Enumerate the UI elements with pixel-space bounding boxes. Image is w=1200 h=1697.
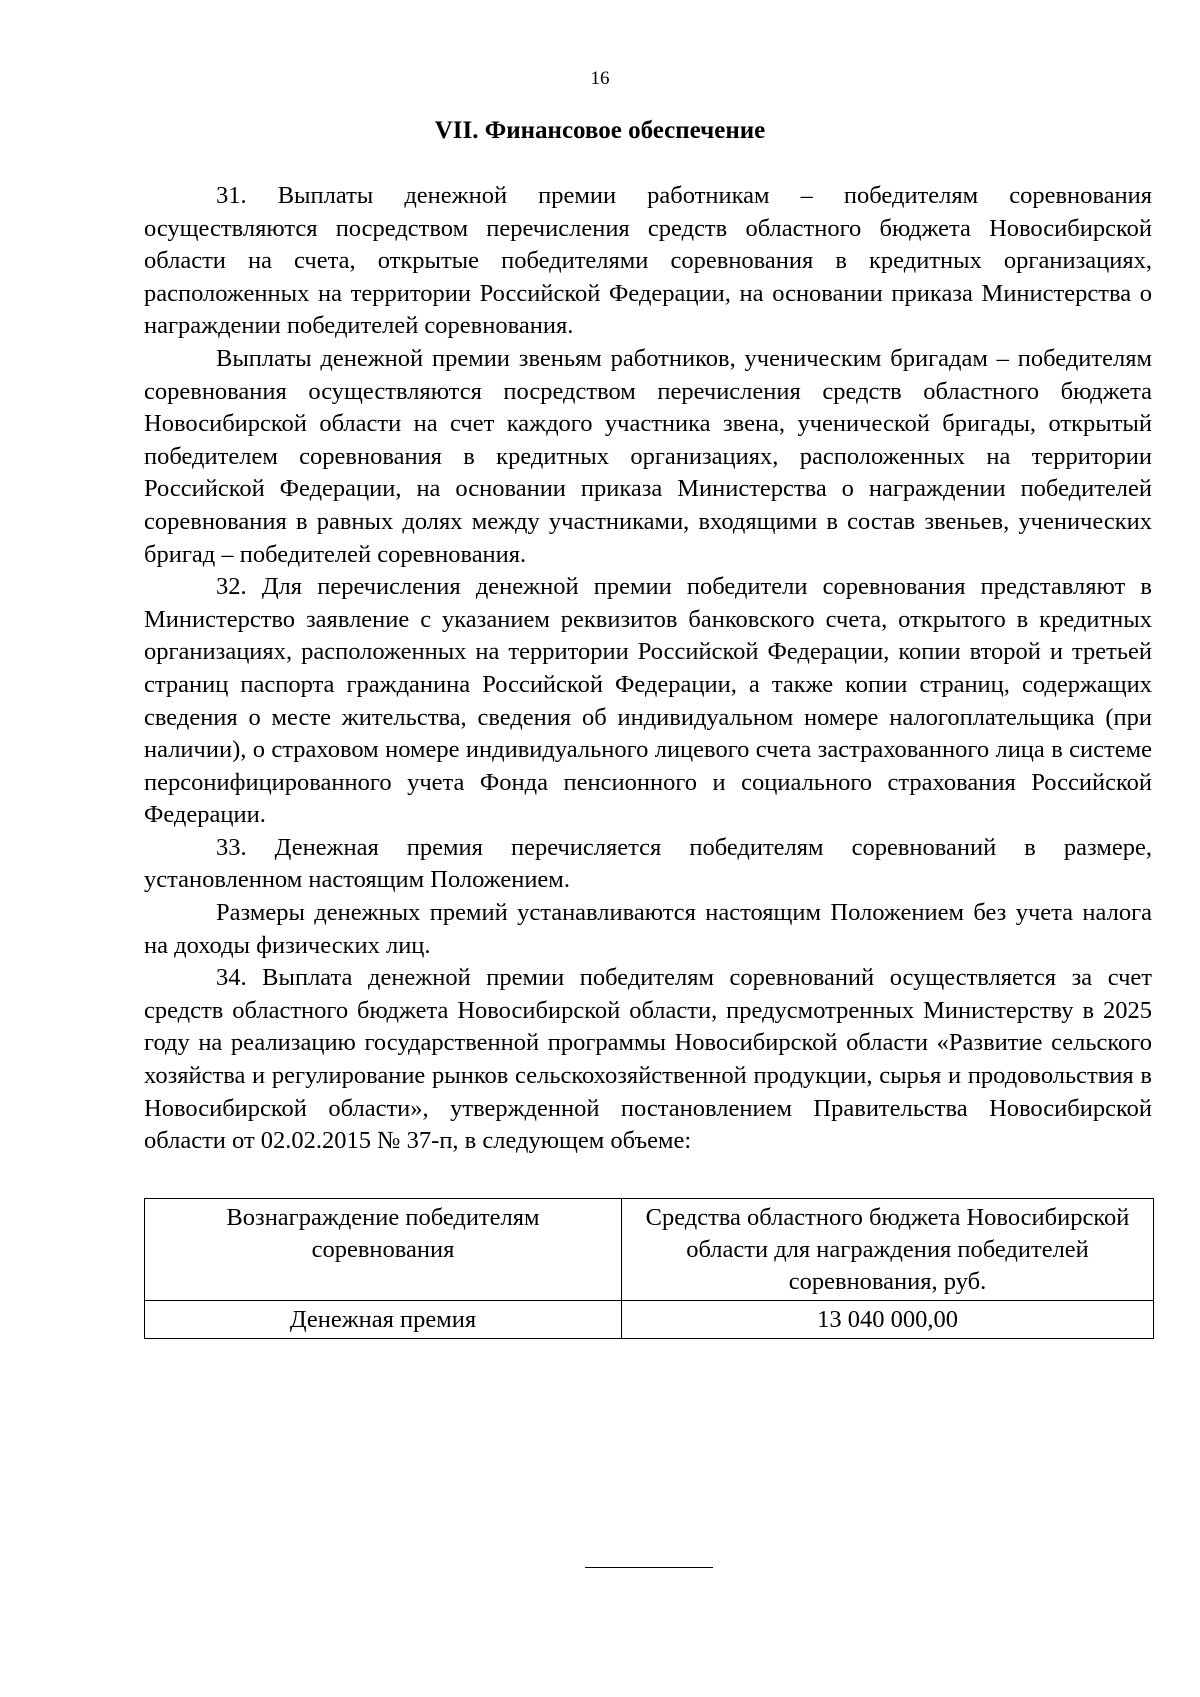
paragraph-31-continued: Выплаты денежной премии звеньям работников, ученическим бригадам – победителям соревнования осуществляются посредством перечисления средств областного бюджета Новосибирской области на счет каждого участника звена, ученической бригады, открытый победителем соревнования в кредитных организациях, расположенных на территории Российской Федерации, на основании приказа Министерства о награждении победителей соревнования в равных долях между участниками, входящими в состав звеньев, ученических бригад – победителей соревнования.: [144, 344, 1152, 568]
paragraph-34: 34. Выплата денежной премии победителям соревнований осуществляется за счет средств областного бюджета Новосибирской области, предусмотренных Министерству в 2025 году на реализацию государственной программы Новосибирской области «Развитие сельского хозяйства и регулирование рынков сельскохозяйственной продукции, сырья и продовольствия в Новосибирской области», утвержденной постановлением Правительства Новосибирской области от 02.02.2015 № 37-п, в следующем объеме:: [144, 964, 1152, 1155]
table-header-row: [145, 1198, 1154, 1300]
paragraph-32: 32. Для перечисления денежной премии победители соревнования представляют в Министерство заявление с указанием реквизитов банковского счета, открытого в кредитных организациях, расположенных на территории Российской Федерации, копии второй и третьей страниц паспорта гражданина Российской Федерации, а также копии страниц, содержащих сведения о месте жительства, сведения об индивидуальном номере налогоплательщика (при наличии), о страховом номере индивидуального лицевого счета застрахованного лица в системе персонифицированного учета Фонда пенсионного и социального страхования Российской Федерации.: [144, 573, 1152, 829]
page-number: 16: [590, 68, 610, 89]
paragraph-31: 31. Выплаты денежной премии работникам – победителям соревнования осуществляются посредством перечисления средств областного бюджета Новосибирской области на счета, открытые победителями соревнования в кредитных организациях, расположенных на территории Российской Федерации, на основании приказа Министерства о награждении победителей соревнования.: [144, 182, 1152, 340]
end-separator-line: [585, 1567, 713, 1568]
section-title: VII. Финансовое обеспечение: [434, 117, 766, 144]
table-row: [145, 1300, 1154, 1338]
table-cell-reward-type: Денежная премия: [145, 1300, 622, 1338]
document-body: [144, 180, 1152, 1339]
funding-table: [144, 1198, 1154, 1339]
paragraph-33-continued: Размеры денежных премий устанавливаются настоящим Положением без учета налога на доходы физических лиц.: [144, 899, 1152, 959]
table-cell-amount: 13 040 000,00: [622, 1300, 1154, 1338]
table-header-budget: Средства областного бюджета Новосибирской области для награждения победителей соревнования, руб.: [622, 1198, 1154, 1300]
paragraph-33: 33. Денежная премия перечисляется победителям соревнований в размере, установленном настоящим Положением.: [144, 833, 1152, 894]
table-header-reward: Вознаграждение победителям соревнования: [145, 1198, 622, 1300]
